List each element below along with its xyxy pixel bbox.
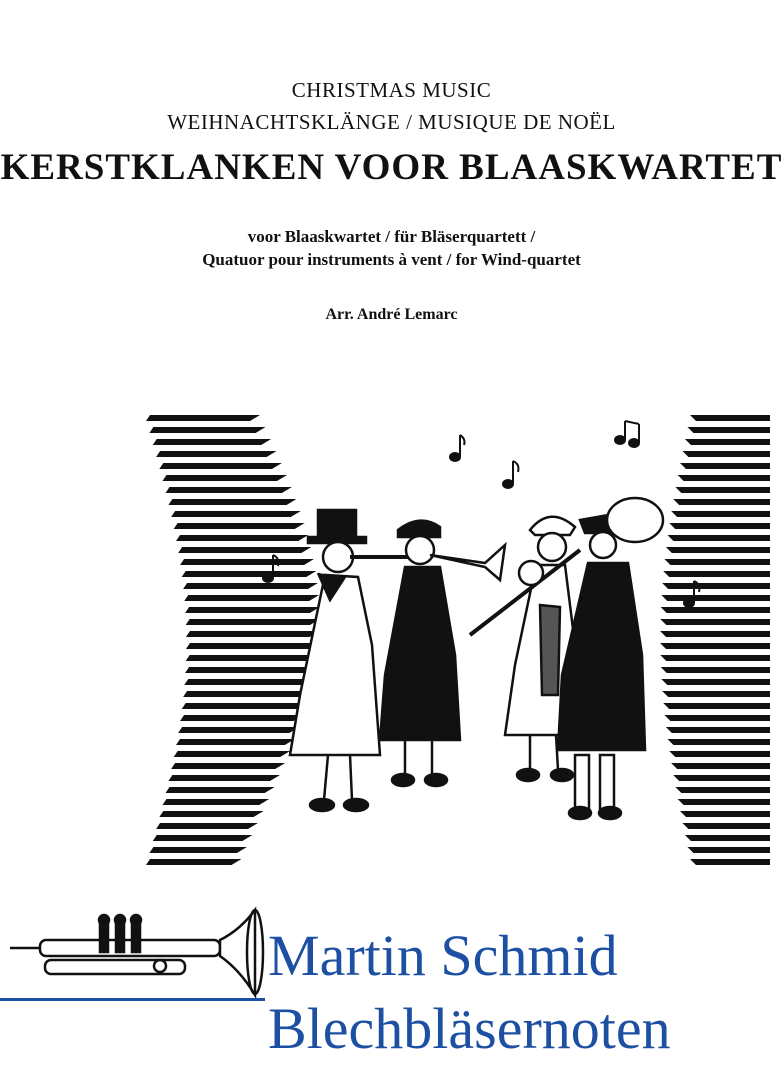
curtain-stripe	[149, 427, 265, 433]
curtain-stripe	[671, 511, 770, 517]
curtain-stripe	[180, 715, 303, 721]
curtain-stripe	[660, 655, 770, 661]
curtain-stripe	[690, 415, 770, 421]
curtain-stripe	[162, 799, 269, 805]
publisher-logo	[0, 900, 783, 1080]
curtain-stripe	[186, 655, 318, 661]
curtain-stripe	[661, 595, 770, 601]
curtain-stripe	[664, 715, 770, 721]
curtain-stripe	[685, 835, 770, 841]
curtain-stripe	[687, 847, 770, 853]
curtain-stripe	[667, 739, 770, 745]
curtain-stripe	[671, 763, 770, 769]
curtain-stripe	[176, 535, 308, 541]
header-line-1: CHRISTMAS MUSIC	[291, 78, 492, 102]
curtain-stripe	[661, 607, 770, 613]
curtain-stripe	[166, 487, 292, 493]
curtain-stripe	[178, 547, 311, 553]
curtain-stripe	[661, 667, 770, 673]
curtain-stripe	[662, 691, 770, 697]
curtain-stripe	[687, 427, 770, 433]
music-note-icon	[450, 435, 465, 461]
curtain-stripe	[183, 691, 310, 697]
curtain-stripe	[669, 751, 770, 757]
curtain-stripe	[680, 811, 770, 817]
curtain-stripe	[667, 535, 770, 541]
curtain-stripe	[662, 583, 770, 589]
curtain-stripe	[149, 847, 246, 853]
curtain-stripe	[184, 595, 319, 601]
curtain-stripe	[176, 739, 295, 745]
curtain-stripe	[153, 439, 271, 445]
curtain-stripe	[168, 499, 296, 505]
curtain-stripe	[174, 751, 290, 757]
music-note-icon	[503, 461, 518, 488]
curtain-stripe	[186, 619, 320, 625]
curtain-stripe	[156, 823, 258, 829]
curtain-stripe	[146, 859, 241, 865]
curtain-stripe	[660, 631, 770, 637]
brand-name-line-1[interactable]: Martin Schmid	[268, 923, 618, 988]
curtain-stripe	[159, 463, 282, 469]
curtain-stripe	[186, 631, 320, 637]
cover-illustration	[0, 395, 783, 885]
arranger: Arr. André Lemarc	[325, 306, 458, 323]
curtain-stripe	[186, 643, 319, 649]
curtain-stripe	[660, 619, 770, 625]
curtain-stripe	[174, 523, 305, 529]
page-title: KERSTKLANKEN VOOR BLAASKWARTET	[0, 147, 783, 188]
curtain-stripe	[183, 583, 318, 589]
curtain-stripe	[690, 859, 770, 865]
curtain-stripe	[669, 523, 770, 529]
curtain-stripe	[673, 775, 770, 781]
curtain-stripe	[660, 643, 770, 649]
curtain-stripe	[663, 571, 770, 577]
musician-tuba	[558, 498, 663, 819]
curtain-stripe	[675, 787, 770, 793]
curtain-stripe	[185, 667, 315, 673]
curtain-stripe	[171, 511, 301, 517]
trumpet-icon	[0, 900, 265, 1020]
subtitle-line-2: Quatuor pour instruments à vent / for Wind-quartet	[202, 250, 581, 269]
curtain-stripe	[680, 463, 770, 469]
curtain-stripe	[184, 679, 313, 685]
curtain-stripe	[675, 487, 770, 493]
curtain-stripe	[159, 811, 263, 817]
curtain-stripe	[182, 703, 307, 709]
header-line-2: WEIHNACHTSKLÄNGE / MUSIQUE DE NOËL	[167, 110, 616, 134]
curtain-stripe	[182, 571, 317, 577]
curtain-stripe	[673, 499, 770, 505]
curtain-stripe	[666, 547, 770, 553]
curtain-stripe	[663, 703, 770, 709]
curtain-stripes-left	[146, 415, 320, 865]
curtain-stripe	[178, 727, 299, 733]
curtain-stripe	[168, 775, 280, 781]
curtain-stripe	[661, 679, 770, 685]
music-note-icon	[615, 421, 639, 447]
brand-name-line-2[interactable]: Blechbläsernoten	[268, 996, 671, 1061]
musician-cap	[380, 521, 505, 786]
curtain-stripe	[153, 835, 253, 841]
curtain-stripe	[678, 799, 770, 805]
curtain-stripe	[682, 823, 770, 829]
curtain-stripe	[185, 607, 320, 613]
curtain-stripe	[678, 475, 770, 481]
curtain-stripe	[162, 475, 287, 481]
curtain-stripe	[666, 727, 770, 733]
curtain-stripe	[146, 415, 260, 421]
curtain-stripe	[171, 763, 285, 769]
logo-underline	[0, 998, 265, 1001]
curtain-stripes-right	[660, 415, 770, 865]
curtain-stripe	[685, 439, 770, 445]
curtain-stripe	[682, 451, 770, 457]
curtain-stripe	[156, 451, 277, 457]
subtitle-line-1: voor Blaaskwartet / für Bläserquartett /	[247, 227, 536, 246]
curtain-stripe	[180, 559, 314, 565]
curtain-stripe	[166, 787, 275, 793]
curtain-stripe	[664, 559, 770, 565]
